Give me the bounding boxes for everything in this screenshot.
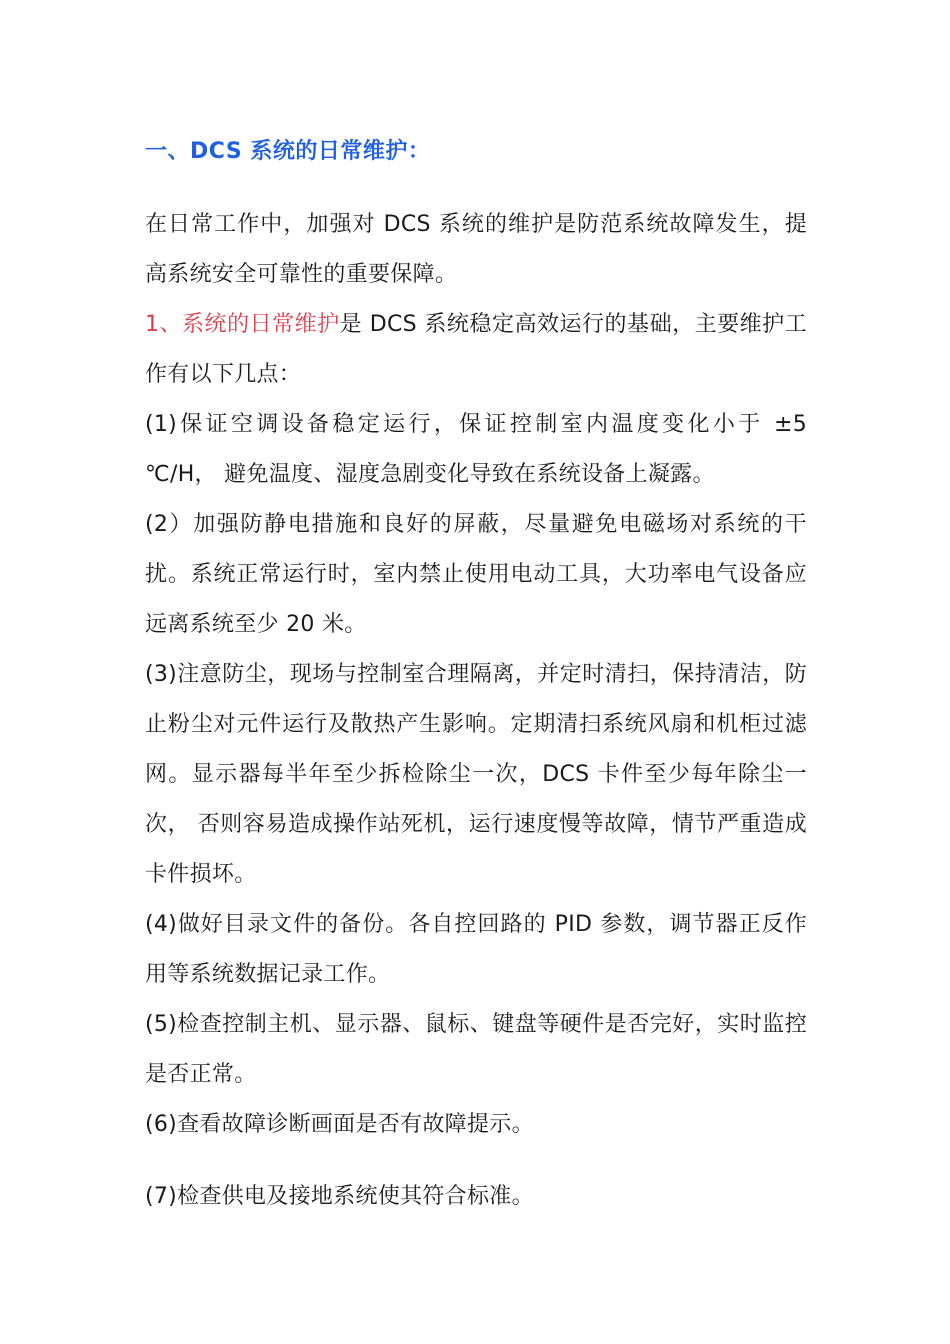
item-1-paragraph xyxy=(145,300,807,400)
point-7: (7)检查供电及接地系统使其符合标准。 xyxy=(145,1184,534,1209)
point-1: (1)保证空调设备稳定运行，保证控制室内温度变化小于 ±5 ℃/H， 避免温度、湿度急剧变化导致在系统设备上凝露。 xyxy=(145,412,807,487)
item-1-text: 是 DCS 系统稳定高效运行的基础，主要维护工作有以下几点： xyxy=(145,312,807,387)
intro-paragraph: 在日常工作中，加强对 DCS 系统的维护是防范系统故障发生，提高系统安全可靠性的重要保障。 xyxy=(145,212,807,287)
point-3: (3)注意防尘，现场与控制室合理隔离，并定时清扫，保持清洁，防止粉尘对元件运行及散热产生影响。定期清扫系统风扇和机柜过滤网。显示器每半年至少拆检除尘一次，DCS 卡件至少每年除尘一次， 否则容易造成操作站死机，运行速度慢等故障，情节严重造成卡件损坏。 xyxy=(145,662,807,887)
point-5: (5)检查控制主机、显示器、鼠标、键盘等硬件是否完好，实时监控是否正常。 xyxy=(145,1012,807,1087)
point-4: (4)做好目录文件的备份。各自控回路的 PID 参数，调节器正反作用等系统数据记录工作。 xyxy=(145,912,807,987)
item-1-highlight: 1、系统的日常维护 xyxy=(145,312,340,337)
point-6: (6)查看故障诊断画面是否有故障提示。 xyxy=(145,1112,534,1137)
document-body xyxy=(145,132,807,1222)
point-2: (2）加强防静电措施和良好的屏蔽，尽量避免电磁场对系统的干扰。系统正常运行时，室内禁止使用电动工具，大功率电气设备应远离系统至少 20 米。 xyxy=(145,512,807,637)
section-heading: 一、DCS 系统的日常维护： xyxy=(145,139,431,164)
